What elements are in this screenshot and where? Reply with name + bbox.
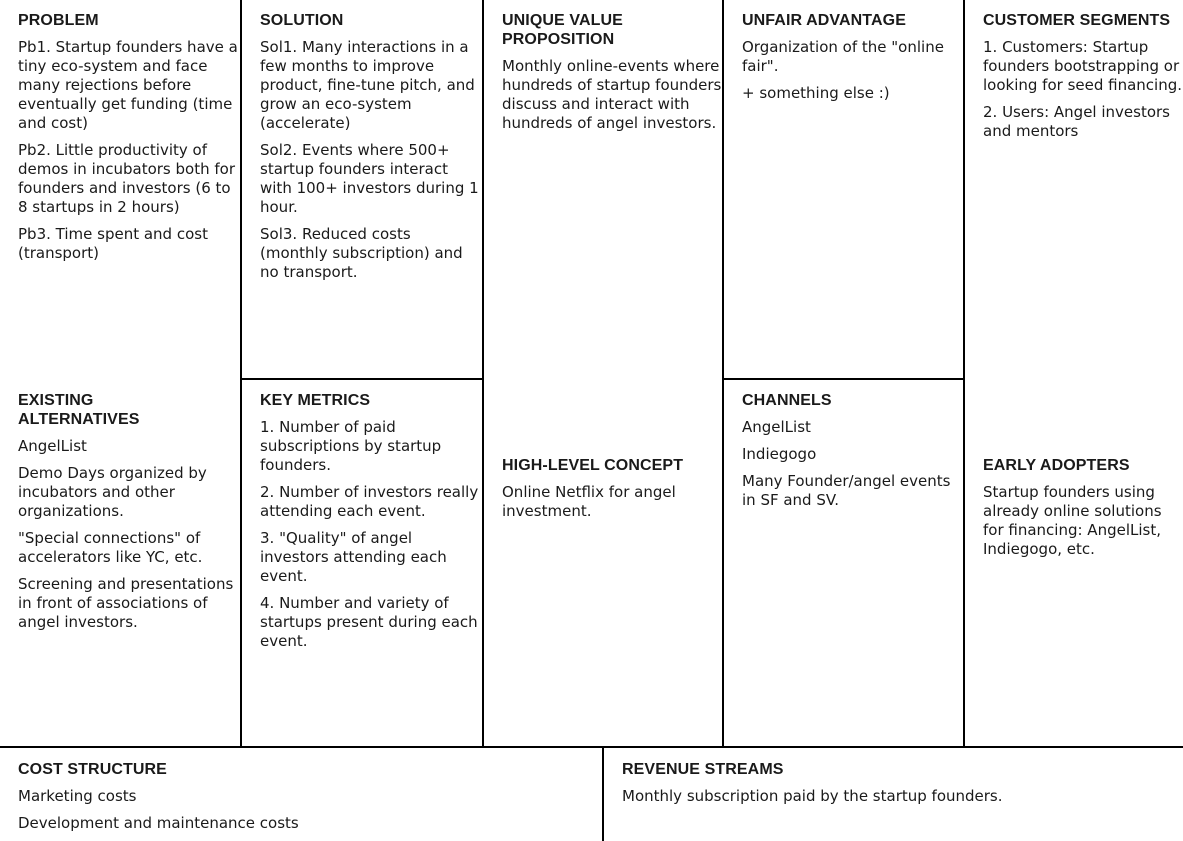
problem-item: Pb1. Startup founders have a tiny eco-system and face many rejections before eventually get funding (time and cost)	[18, 38, 238, 132]
unfair-advantage-item: + something else :)	[742, 84, 890, 102]
key-metrics-item: 2. Number of investors really attending each event.	[260, 483, 479, 520]
key-metrics-item: 3. "Quality" of angel investors attending each event.	[260, 529, 447, 585]
high-level-concept-item: Online Netflix for angel investment.	[502, 483, 676, 520]
high-level-concept-block	[484, 445, 722, 529]
divider-col-3	[722, 0, 724, 748]
unique-value-proposition-item: Monthly online-events where hundreds of startup founders discuss and interact with hundreds of angel investors.	[502, 57, 722, 132]
high-level-concept-title: HIGH-LEVEL CONCEPT	[502, 457, 684, 474]
key-metrics-block	[242, 380, 482, 659]
solution-item: Sol2. Events where 500+ startup founders interact with 100+ investors during 1 hour.	[260, 141, 479, 216]
problem-item: Pb2. Little productivity of demos in incubators both for founders and investors (6 to 8 startups in 2 hours)	[18, 141, 235, 216]
unfair-advantage-block	[724, 0, 963, 111]
customer-segments-item: 2. Users: Angel investors and mentors	[983, 103, 1170, 140]
channels-item: Indiegogo	[742, 445, 817, 463]
customer-segments-item: 1. Customers: Startup founders bootstrapping or looking for seed financing.	[983, 38, 1182, 94]
key-metrics-item: 4. Number and variety of startups present during each event.	[260, 594, 478, 650]
unique-value-proposition-title: UNIQUE VALUE PROPOSITION	[502, 12, 623, 48]
solution-block	[242, 0, 482, 290]
channels-item: Many Founder/angel events in SF and SV.	[742, 472, 951, 509]
existing-alternatives-item: Demo Days organized by incubators and other organizations.	[18, 464, 207, 520]
divider-bottom-row	[0, 746, 1183, 748]
unfair-advantage-item: Organization of the "online fair".	[742, 38, 944, 75]
channels-block	[724, 380, 963, 518]
early-adopters-title: EARLY ADOPTERS	[983, 457, 1130, 474]
cost-structure-title: COST STRUCTURE	[18, 761, 167, 778]
unfair-advantage-title: UNFAIR ADVANTAGE	[742, 12, 906, 29]
channels-title: CHANNELS	[742, 392, 832, 409]
unique-value-proposition-block	[484, 0, 722, 141]
revenue-streams-block	[604, 749, 1183, 814]
solution-title: SOLUTION	[260, 12, 344, 29]
revenue-streams-item: Monthly subscription paid by the startup founders.	[622, 787, 1003, 805]
early-adopters-block	[965, 445, 1183, 567]
problem-item: Pb3. Time spent and cost (transport)	[18, 225, 208, 262]
solution-item: Sol3. Reduced costs (monthly subscription) and no transport.	[260, 225, 463, 281]
key-metrics-title: KEY METRICS	[260, 392, 371, 409]
existing-alternatives-item: "Special connections" of accelerators like YC, etc.	[18, 529, 203, 566]
key-metrics-item: 1. Number of paid subscriptions by startup founders.	[260, 418, 442, 474]
problem-title: PROBLEM	[18, 12, 99, 29]
customer-segments-block	[965, 0, 1183, 149]
existing-alternatives-block	[0, 380, 238, 640]
revenue-streams-title: REVENUE STREAMS	[622, 761, 784, 778]
cost-structure-item: Marketing costs	[18, 787, 137, 805]
cost-structure-item: Development and maintenance costs	[18, 814, 299, 832]
existing-alternatives-item: AngelList	[18, 437, 87, 455]
problem-block	[0, 0, 238, 271]
cost-structure-block	[0, 749, 600, 841]
customer-segments-title: CUSTOMER SEGMENTS	[983, 12, 1171, 29]
early-adopters-item: Startup founders using already online solutions for financing: AngelList, Indiegogo, etc.	[983, 483, 1162, 558]
channels-item: AngelList	[742, 418, 811, 436]
existing-alternatives-item: Screening and presentations in front of associations of angel investors.	[18, 575, 234, 631]
existing-alternatives-title: EXISTING ALTERNATIVES	[18, 392, 140, 428]
solution-item: Sol1. Many interactions in a few months to improve product, fine-tune pitch, and grow an eco-system (accelerate)	[260, 38, 475, 132]
